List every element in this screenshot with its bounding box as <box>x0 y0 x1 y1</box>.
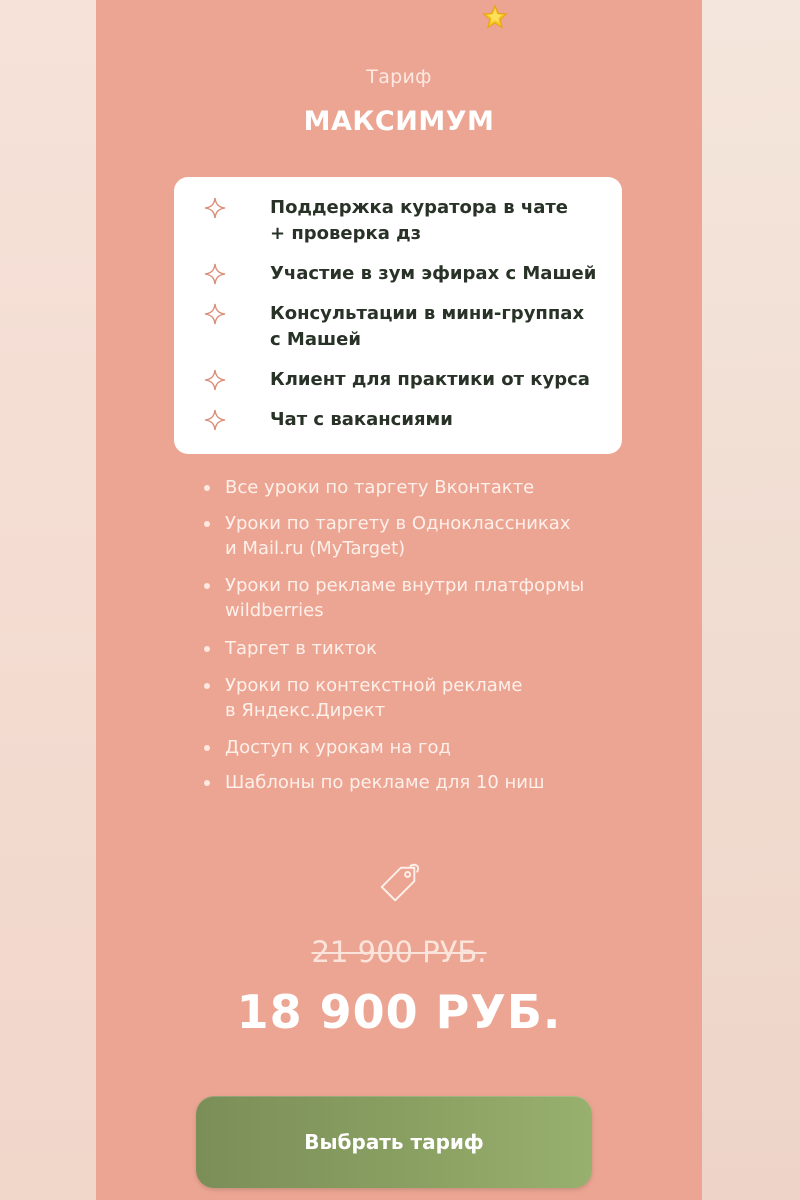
bullet <box>204 780 210 786</box>
background-left <box>0 0 96 1200</box>
tariff-name: МАКСИМУМ <box>303 106 495 137</box>
bullet <box>204 683 210 689</box>
new-price: 18 900 РУБ. <box>236 985 562 1039</box>
sparkle-icon <box>204 369 226 391</box>
highlight-text: Консультации в мини-группах с Машей <box>270 303 585 350</box>
highlight-text: Чат с вакансиями <box>270 409 453 430</box>
bullet <box>204 521 210 527</box>
sparkle-icon <box>204 303 226 325</box>
background-right <box>702 0 800 1200</box>
feature-text: Шаблоны по рекламе для 10 ниш <box>225 772 545 793</box>
sparkle-icon <box>204 263 226 285</box>
sparkle-icon <box>204 409 226 431</box>
highlights-box <box>174 177 622 454</box>
highlight-text: Участие в зум эфирах с Машей <box>270 263 597 284</box>
feature-text: Доступ к урокам на год <box>225 737 451 758</box>
tariff-label: Тариф <box>366 66 432 88</box>
feature-text: Уроки по контекстной рекламе в Яндекс.Директ <box>225 675 523 721</box>
feature-text: Таргет в тикток <box>225 638 377 659</box>
highlight-text: Клиент для практики от курса <box>270 369 590 390</box>
bullet <box>204 745 210 751</box>
feature-text: Уроки по рекламе внутри платформы wildberries <box>225 575 585 621</box>
tariff-card <box>96 0 702 1200</box>
choose-tariff-button[interactable]: Выбрать тариф <box>196 1096 592 1188</box>
star-icon <box>482 4 508 30</box>
feature-text: Уроки по таргету в Одноклассниках и Mail.ru (MyTarget) <box>225 513 571 559</box>
bullet <box>204 583 210 589</box>
old-price: 21 900 РУБ. <box>311 935 487 969</box>
sparkle-icon <box>204 197 226 219</box>
feature-text: Все уроки по таргету Вконтакте <box>225 477 535 498</box>
price-tag-icon <box>376 862 422 908</box>
bullet <box>204 485 210 491</box>
highlight-text: Поддержка куратора в чате + проверка дз <box>270 197 569 244</box>
bullet <box>204 646 210 652</box>
